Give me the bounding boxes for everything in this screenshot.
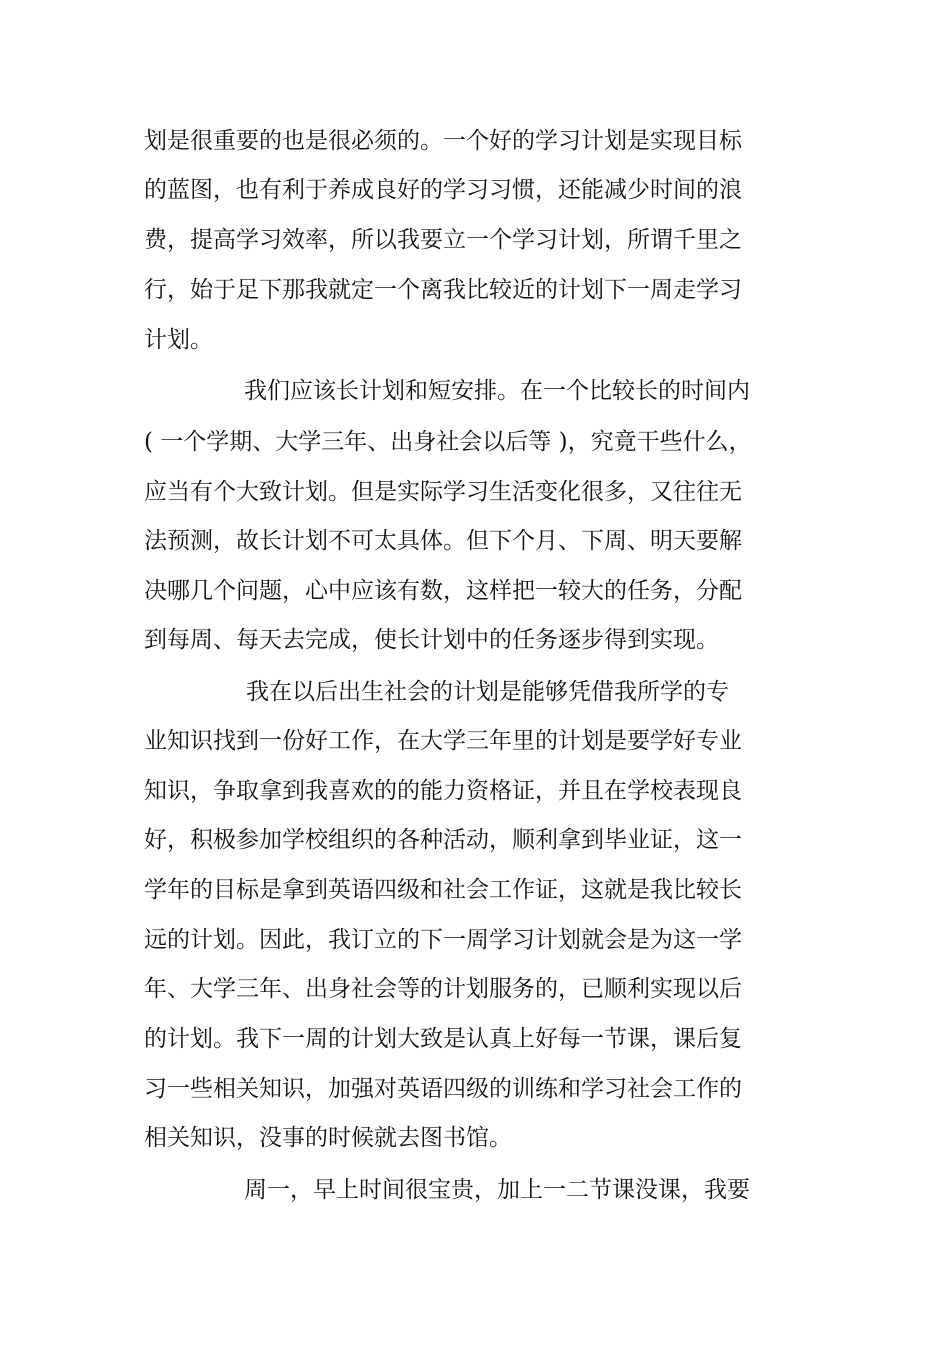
text-line: 划是很重要的也是很必须的。一个好的学习计划是实现目标 [144, 128, 742, 154]
text-line: 到每周、每天去完成，使长计划中的任务逐步得到实现。 [144, 627, 719, 653]
text-line: 决哪几个问题，心中应该有数，这样把一较大的任务，分配 [144, 578, 742, 604]
text-line: 年、大学三年、出身社会等的计划服务的，已顺利实现以后 [144, 976, 742, 1002]
text-line: 远的计划。因此，我订立的下一周学习计划就会是为这一学 [144, 927, 742, 953]
text-line: 习一些相关知识，加强对英语四级的训练和学习社会工作的 [144, 1076, 742, 1102]
text-line: 业知识找到一份好工作，在大学三年里的计划是要学好专业 [144, 728, 742, 754]
text-line: 计划。 [144, 327, 213, 353]
text-line: 相关知识，没事的时候就去图书馆。 [144, 1125, 512, 1151]
text-line: 行，始于足下那我就定一个离我比较近的计划下一周走学习 [144, 277, 742, 303]
paragraph-first-line: 周一，早上时间很宝贵，加上一二节课没课，我要 [244, 1177, 750, 1203]
text-line: 好，积极参加学校组织的各种活动，顺利拿到毕业证，这一 [144, 827, 742, 853]
text-line: 知识，争取拿到我喜欢的的能力资格证，并且在学校表现良 [144, 778, 742, 804]
paragraph-first-line: 我在以后出生社会的计划是能够凭借我所学的专 [246, 679, 729, 705]
text-line: 学年的目标是拿到英语四级和社会工作证，这就是我比较长 [144, 877, 742, 903]
text-line: 应当有个大致计划。但是实际学习生活变化很多，又往往无 [144, 479, 742, 505]
text-line: ( 一个学期、大学三年、出身社会以后等 )，究竟干些什么， [144, 429, 752, 455]
text-line: 法预测，故长计划不可太具体。但下个月、下周、明天要解 [144, 528, 742, 554]
paragraph-first-line: 我们应该长计划和短安排。在一个比较长的时间内 [244, 378, 750, 404]
text-line: 的计划。我下一周的计划大致是认真上好每一节课，课后复 [144, 1026, 742, 1052]
text-line: 的蓝图，也有利于养成良好的学习习惯，还能减少时间的浪 [144, 177, 742, 203]
text-line: 费，提高学习效率，所以我要立一个学习计划，所谓千里之 [144, 227, 742, 253]
